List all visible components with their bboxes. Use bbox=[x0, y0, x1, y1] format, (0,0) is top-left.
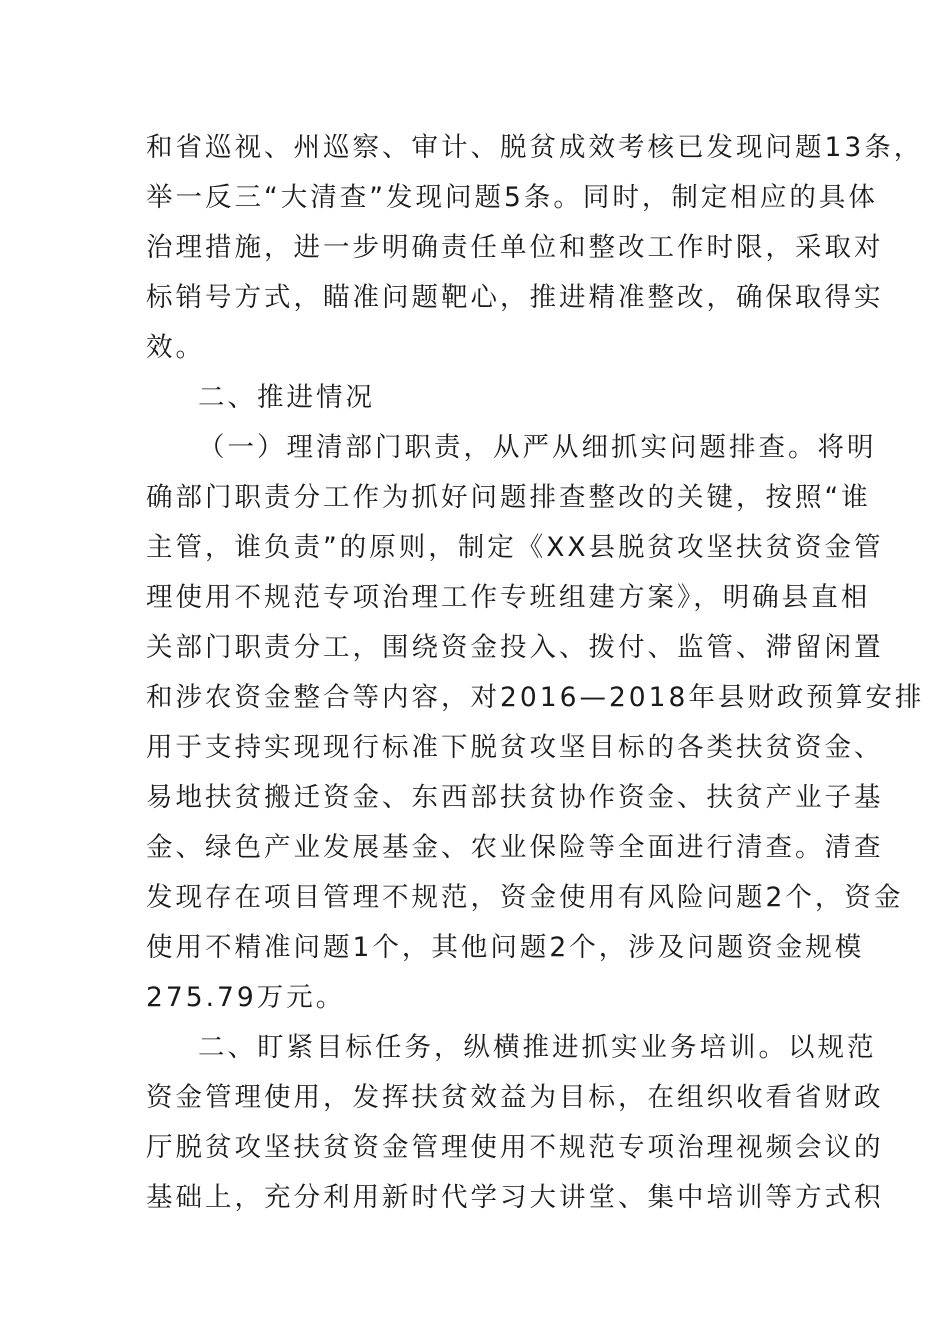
text-line-14: 易地扶贫搬迁资金、东西部扶贫协作资金、扶贫产业子基 bbox=[146, 782, 884, 813]
text-line-8: 确部门职责分工作为抓好问题排查整改的关键，按照“谁 bbox=[146, 482, 871, 513]
text-line-15: 金、绿色产业发展基金、农业保险等全面进行清查。清查 bbox=[146, 832, 884, 863]
text-line-7: （一）理清部门职责，从严从细抓实问题排查。将明 bbox=[198, 432, 877, 463]
text-line-22: 基础上，充分利用新时代学习大讲堂、集中培训等方式积 bbox=[146, 1182, 884, 1213]
text-line-19: 二、盯紧目标任务，纵横推进抓实业务培训。以规范 bbox=[198, 1032, 877, 1063]
text-line-20: 资金管理使用，发挥扶贫效益为目标，在组织收看省财政 bbox=[146, 1082, 884, 1113]
text-line-5: 效。 bbox=[146, 332, 205, 363]
text-line-11: 关部门职责分工，围绕资金投入、拨付、监管、滞留闲置 bbox=[146, 632, 884, 663]
text-line-2: 举一反三“大清查”发现问题5条。同时，制定相应的具体 bbox=[146, 182, 878, 213]
text-line-4: 标销号方式，瞄准问题靶心，推进精准整改，确保取得实 bbox=[146, 282, 884, 313]
text-line-1: 和省巡视、州巡察、审计、脱贫成效考核已发现问题13条， bbox=[146, 132, 924, 163]
section-heading: 二、推进情况 bbox=[198, 382, 375, 413]
text-line-9: 主管，谁负责”的原则，制定《XX县脱贫攻坚扶贫资金管 bbox=[146, 532, 884, 563]
text-line-18: 275.79万元。 bbox=[146, 982, 346, 1013]
text-line-13: 用于支持实现现行标准下脱贫攻坚目标的各类扶贫资金、 bbox=[146, 732, 884, 763]
text-line-17: 使用不精准问题1个，其他问题2个，涉及问题资金规模 bbox=[146, 932, 865, 963]
text-line-12: 和涉农资金整合等内容，对2016—2018年县财政预算安排 bbox=[146, 682, 925, 713]
text-line-10: 理使用不规范专项治理工作专班组建方案》，明确县直相 bbox=[146, 582, 871, 613]
text-line-3: 治理措施，进一步明确责任单位和整改工作时限，采取对 bbox=[146, 232, 884, 263]
text-line-16: 发现存在项目管理不规范，资金使用有风险问题2个，资金 bbox=[146, 882, 904, 913]
text-line-21: 厅脱贫攻坚扶贫资金管理使用不规范专项治理视频会议的 bbox=[146, 1132, 884, 1163]
